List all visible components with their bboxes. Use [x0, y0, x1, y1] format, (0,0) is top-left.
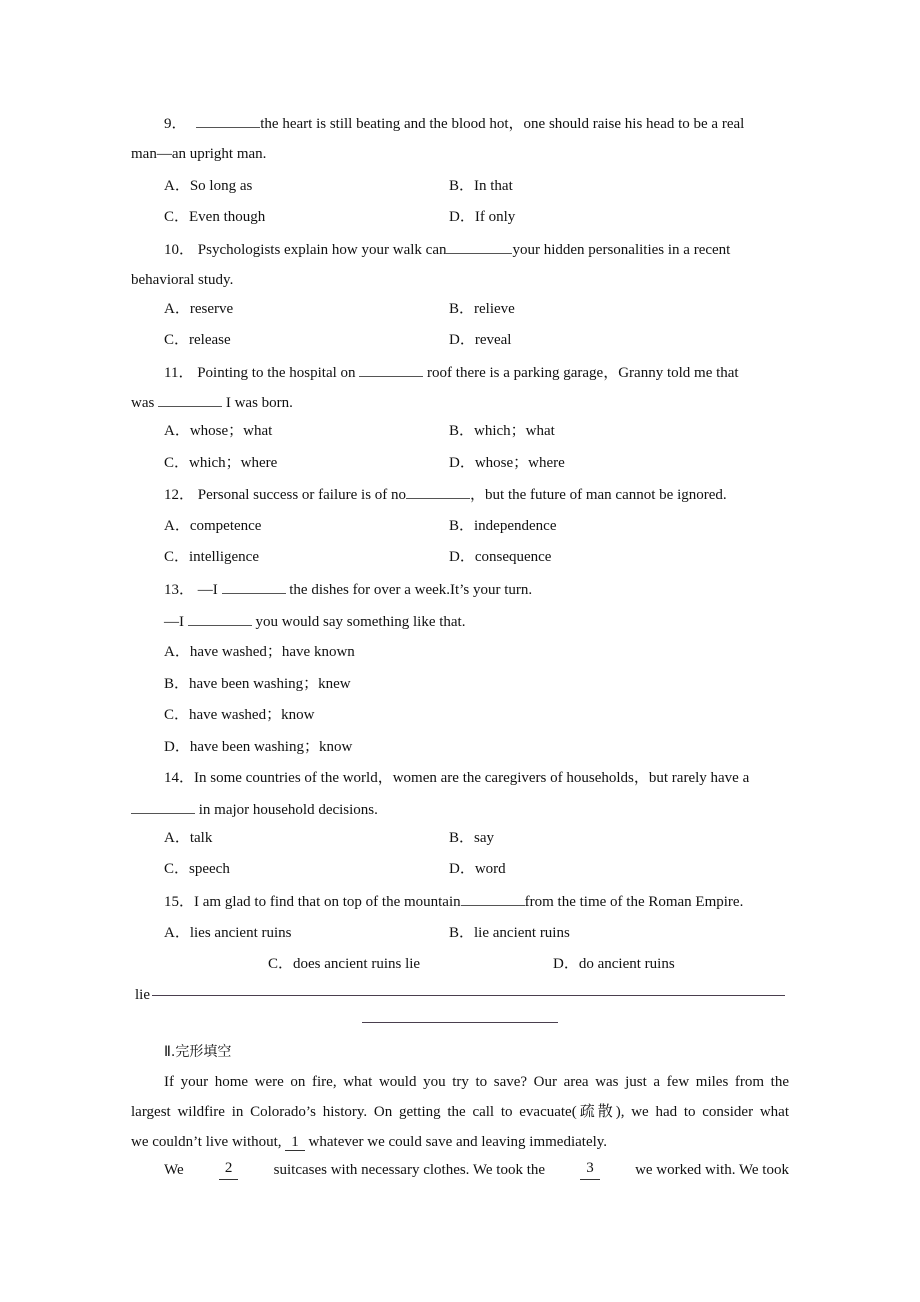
option-c: C．intelligence	[164, 549, 259, 565]
option-a: A．So long as	[164, 178, 253, 194]
passage-line: largest wildfire in Colorado’s history. On getting the call to evacuate(疏散), we had to consider what	[131, 1104, 789, 1120]
answer-blank	[359, 362, 423, 377]
question-14-line2: in major household decisions.	[131, 799, 378, 820]
passage-line: If your home were on fire, what would you try to save? Our area was just a few miles from the	[164, 1074, 789, 1090]
divider-line	[152, 995, 785, 996]
question-stem: the heart is still beating and the blood hot，one should raise his head to be a real	[260, 116, 745, 132]
option-d: D．word	[449, 861, 506, 877]
option-a: A．talk	[164, 830, 213, 846]
option-b: B．independence	[449, 518, 557, 534]
option-b: B．lie ancient ruins	[449, 925, 570, 941]
option-b: B．which；what	[449, 423, 555, 439]
question-14-line1: 14．In some countries of the world，women are the caregivers of households，but rarely have a	[164, 770, 750, 786]
option-c: C．does ancient ruins lie	[268, 956, 421, 972]
question-13-line1: 13． —I the dishes for over a week.It’s your turn.	[164, 579, 532, 600]
option-d: D．consequence	[449, 549, 552, 565]
question-number: 10．	[164, 242, 195, 258]
question-11-line1: 11． Pointing to the hospital on roof there is a parking garage，Granny told me that	[164, 362, 739, 383]
option-a: A．competence	[164, 518, 262, 534]
option-b: B．say	[449, 830, 495, 846]
question-number: 15．	[164, 894, 195, 910]
question-13-line2: —I you would say something like that.	[164, 611, 465, 632]
option-b: B．In that	[449, 178, 513, 194]
question-15-line1: 15．I am glad to find that on top of the mountain from the time of the Roman Empire.	[164, 891, 743, 912]
option-b: B．have been washing；knew	[164, 676, 351, 692]
option-c: C．speech	[164, 861, 230, 877]
question-12-line1: 12． Personal success or failure is of no ，but the future of man cannot be ignored.	[164, 484, 727, 505]
option-c: C．release	[164, 332, 231, 348]
option-d: D．If only	[449, 209, 516, 225]
question-11-line2: was I was born.	[131, 392, 293, 413]
option-a: A．have washed；have known	[164, 644, 355, 660]
answer-blank	[406, 484, 470, 499]
option-d: D．do ancient ruins	[553, 956, 675, 972]
passage-line: we couldn’t live without, 1 whatever we could save and leaving immediately.	[131, 1134, 608, 1150]
answer-blank	[196, 113, 260, 128]
passage-line: We 2 suitcases with necessary clothes. We took the 3 we worked with. We took	[164, 1160, 789, 1178]
question-stem-line2: behavioral study.	[131, 272, 234, 288]
answer-blank	[188, 611, 252, 626]
question-number: 11．	[164, 365, 194, 381]
option-d: D．reveal	[449, 332, 512, 348]
question-number: 12．	[164, 487, 195, 503]
answer-blank	[461, 891, 525, 906]
option-d: D．whose；where	[449, 455, 565, 471]
section-heading: Ⅱ.完形填空	[164, 1044, 232, 1060]
question-9-line1	[164, 113, 744, 134]
option-b: B．relieve	[449, 301, 515, 317]
option-c: C．Even though	[164, 209, 266, 225]
option-a: A．lies ancient ruins	[164, 925, 292, 941]
answer-blank	[446, 239, 512, 254]
cloze-blank-3: 3	[580, 1160, 600, 1180]
question-number: 13．	[164, 582, 195, 598]
question-stem-line2: man—an upright man.	[131, 146, 267, 162]
divider-line-short	[362, 1022, 558, 1023]
option-d: D．have been washing；know	[164, 739, 353, 755]
option-d-overflow: lie	[135, 987, 150, 1003]
question-number: 9．	[164, 116, 187, 132]
option-a: A．reserve	[164, 301, 234, 317]
cloze-blank-2: 2	[219, 1160, 239, 1180]
option-c: C．have washed；know	[164, 707, 315, 723]
answer-blank	[222, 579, 286, 594]
option-a: A．whose；what	[164, 423, 273, 439]
cloze-blank-1: 1	[285, 1134, 305, 1151]
answer-blank	[131, 799, 195, 814]
question-10-line1: 10． Psychologists explain how your walk can your hidden personalities in a recent	[164, 239, 789, 260]
question-number: 14．	[164, 770, 195, 786]
option-c: C．which；where	[164, 455, 278, 471]
answer-blank	[158, 392, 222, 407]
